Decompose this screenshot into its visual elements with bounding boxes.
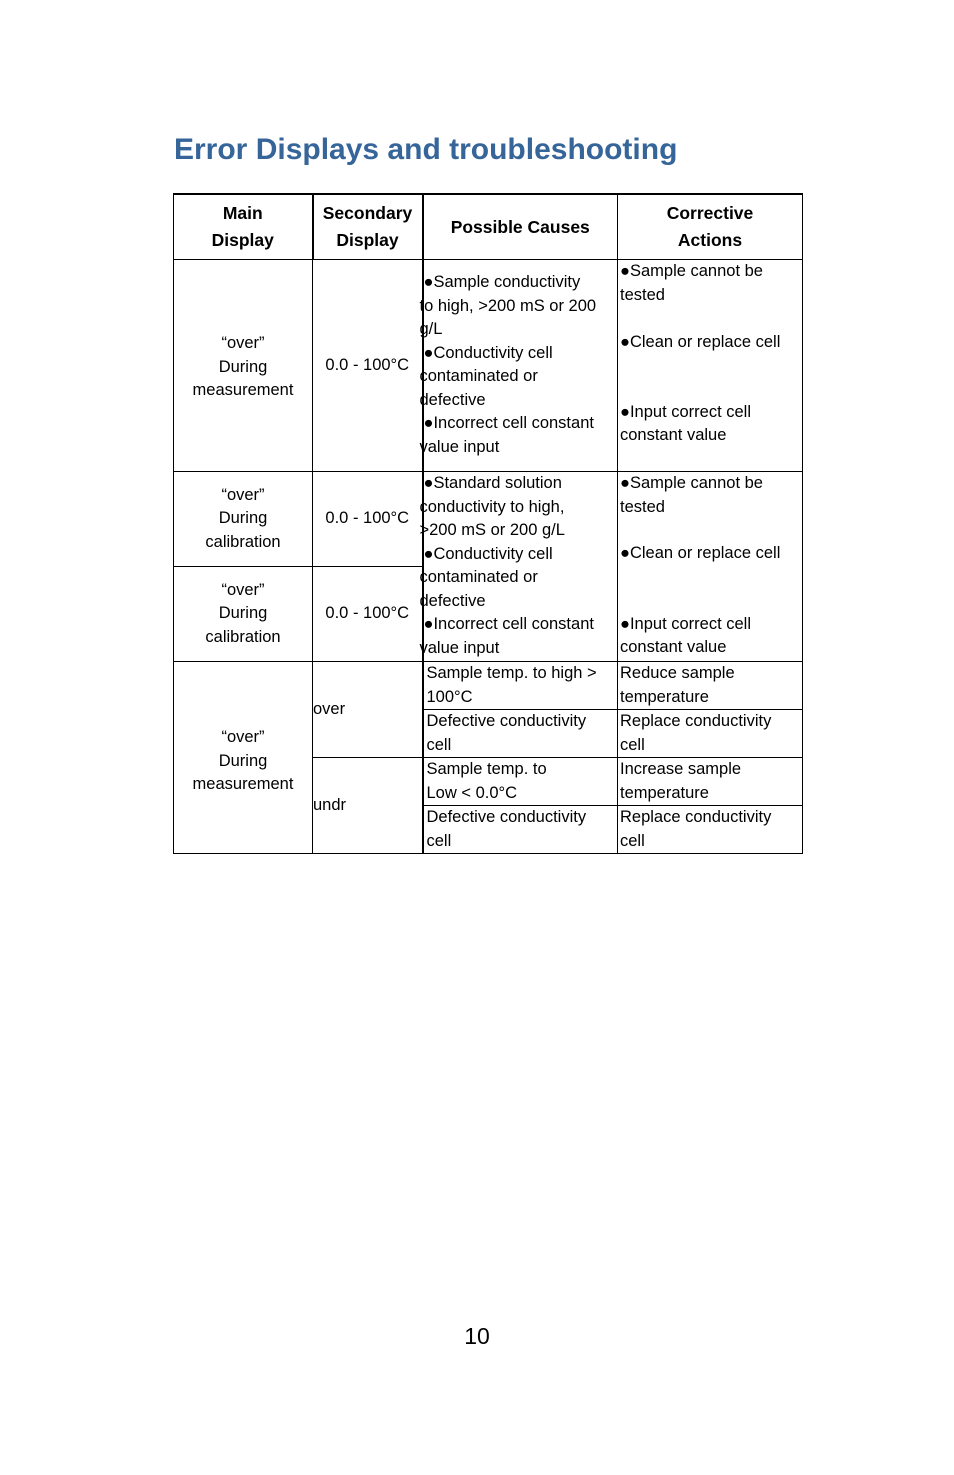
header-secondary-display — [313, 194, 423, 260]
action-line: temperature — [620, 783, 709, 802]
action-line: temperature — [620, 687, 709, 706]
action-line: constant value — [620, 638, 727, 656]
possible-causes-cell — [423, 758, 618, 806]
secondary-display-cell: 0.0 - 100°C — [313, 260, 423, 472]
main-line: “over” — [221, 580, 265, 599]
cause-line: cell — [426, 735, 452, 754]
header-actions-line2: Actions — [677, 230, 743, 250]
header-main-display — [174, 194, 313, 260]
possible-causes-cell — [423, 662, 618, 710]
corrective-actions-cell — [618, 758, 803, 806]
cause-line: defective — [419, 591, 486, 610]
cause-line: ●Standard solution — [423, 474, 562, 492]
cause-line: defective — [419, 390, 486, 409]
main-line: calibration — [205, 532, 281, 551]
main-line: measurement — [192, 381, 294, 400]
main-line: During — [218, 509, 268, 528]
possible-causes-cell — [423, 710, 618, 758]
possible-causes-cell — [419, 260, 618, 472]
main-line: “over” — [221, 485, 265, 504]
action-line: ●Sample cannot be — [620, 262, 763, 280]
page-number: 10 — [464, 1323, 490, 1349]
header-secondary-line2: Display — [336, 230, 399, 250]
page-title: Error Displays and troubleshooting — [174, 133, 678, 166]
secondary-display-cell: over — [313, 662, 423, 758]
corrective-actions-cell — [618, 806, 803, 854]
cause-line: Defective conductivity — [426, 712, 587, 730]
header-actions-line1: Corrective — [666, 203, 754, 223]
cause-line: ●Incorrect cell constant — [423, 615, 594, 633]
cause-line: Low < 0.0°C — [426, 783, 518, 802]
cause-line: Sample temp. to — [426, 760, 547, 778]
action-line: ●Input correct cell — [620, 402, 752, 421]
secondary-display-cell: 0.0 - 100°C — [313, 567, 423, 662]
error-table — [173, 193, 803, 854]
main-line: During — [218, 604, 268, 623]
cause-line: to high, >200 mS or 200 — [419, 296, 597, 315]
cause-line: conductivity to high, — [419, 497, 565, 516]
action-line: tested — [620, 497, 665, 516]
table-row — [174, 260, 803, 472]
action-line: ●Clean or replace cell — [620, 544, 781, 562]
cause-line: value input — [419, 638, 500, 657]
action-line: ●Clean or replace cell — [620, 333, 781, 351]
cause-line: contaminated or — [419, 568, 538, 586]
cause-line: ●Sample conductivity — [423, 273, 581, 291]
main-display-cell — [174, 472, 313, 567]
cause-line: contaminated or — [419, 367, 538, 385]
secondary-display-cell: 0.0 - 100°C — [313, 472, 423, 567]
action-line: ●Input correct cell — [620, 614, 752, 633]
main-line: “over” — [221, 334, 265, 353]
cause-line: value input — [419, 437, 500, 456]
corrective-actions-cell — [618, 472, 803, 662]
cause-line: g/L — [419, 320, 443, 338]
main-line: calibration — [205, 627, 281, 646]
action-line: cell — [620, 831, 645, 850]
cause-line: Defective conductivity — [426, 808, 587, 826]
main-line: During — [218, 751, 268, 770]
main-display-cell — [174, 567, 313, 662]
table-row — [174, 662, 803, 710]
cause-line: ●Conductivity cell — [423, 544, 553, 563]
action-line: Reduce sample — [620, 664, 735, 682]
header-causes-line1: Possible Causes — [450, 216, 590, 237]
cause-line: Sample temp. to high > — [426, 664, 597, 682]
possible-causes-cell — [423, 806, 618, 854]
action-line: Replace conductivity — [620, 808, 772, 826]
corrective-actions-cell — [618, 260, 803, 472]
table-header-row — [174, 194, 803, 260]
cause-line: ●Conductivity cell — [423, 343, 553, 362]
action-line: Increase sample — [620, 760, 742, 778]
main-line: measurement — [192, 775, 294, 794]
main-display-cell — [174, 662, 313, 854]
action-line: tested — [620, 285, 665, 304]
possible-causes-cell — [419, 472, 618, 662]
cause-line: ●Incorrect cell constant — [423, 414, 594, 432]
main-display-cell — [174, 260, 313, 472]
header-main-line1: Main — [222, 203, 263, 223]
main-line: “over” — [221, 728, 265, 747]
action-line: Replace conductivity — [620, 712, 772, 730]
table-row — [174, 472, 803, 567]
header-secondary-line1: Secondary — [322, 203, 413, 223]
corrective-actions-cell — [618, 662, 803, 710]
cause-line: cell — [426, 831, 452, 850]
action-line: constant value — [620, 426, 727, 444]
cause-line: >200 mS or 200 g/L — [419, 521, 565, 539]
main-line: During — [218, 357, 268, 376]
header-corrective-actions — [618, 194, 803, 260]
cause-line: 100°C — [426, 687, 473, 706]
corrective-actions-cell — [618, 710, 803, 758]
action-line: ●Sample cannot be — [620, 474, 763, 492]
action-line: cell — [620, 735, 645, 754]
secondary-display-cell: undr — [313, 758, 423, 854]
header-main-line2: Display — [211, 230, 274, 250]
header-possible-causes — [423, 194, 618, 260]
